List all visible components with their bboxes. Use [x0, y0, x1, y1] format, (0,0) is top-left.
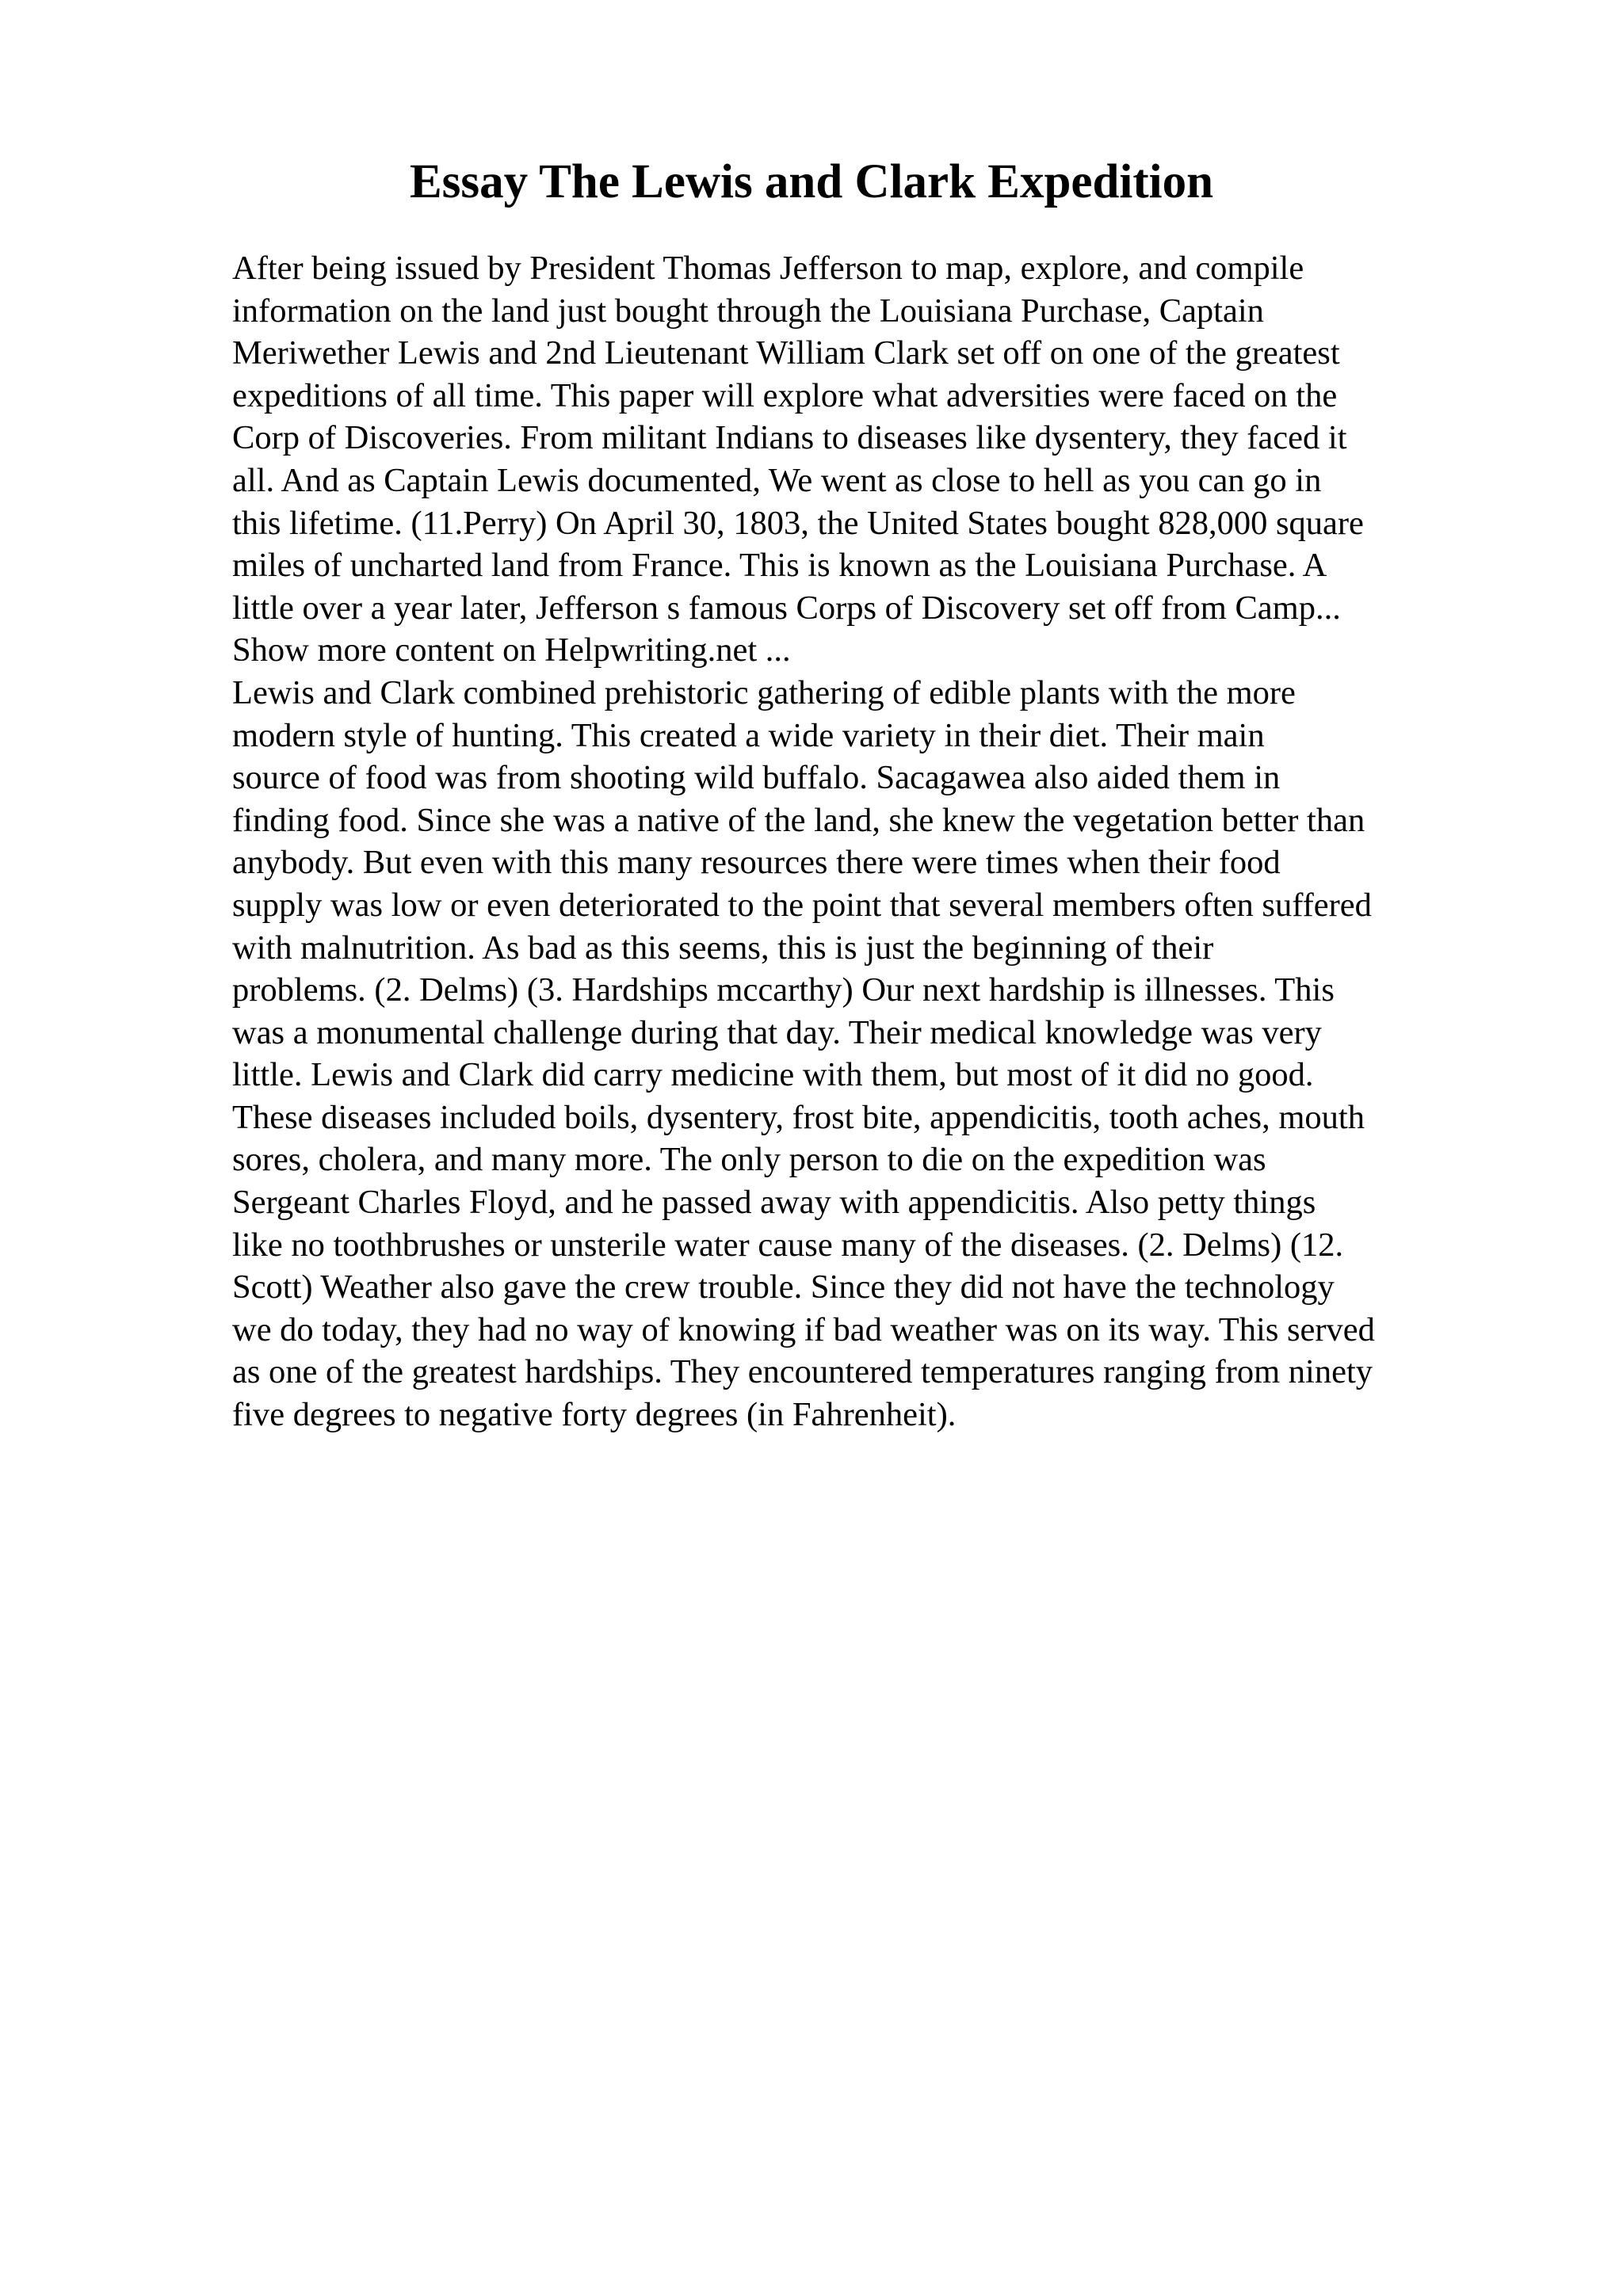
body-line: was a monumental challenge during that day. Their medical knowledge was very [232, 1013, 1322, 1051]
show-more-line: Show more content on Helpwriting.net ... [232, 631, 791, 669]
body-line: anybody. But even with this many resources there were times when their food [232, 844, 1281, 882]
essay-body [232, 247, 1516, 1436]
body-line: with malnutrition. As bad as this seems, this is just the beginning of their [232, 929, 1214, 967]
body-line: information on the land just bought through the Louisiana Purchase, Captain [232, 292, 1264, 330]
body-line: we do today, they had no way of knowing if bad weather was on its way. This served [232, 1310, 1375, 1348]
body-line: as one of the greatest hardships. They encountered temperatures ranging from ninety [232, 1353, 1373, 1391]
body-line: Scott) Weather also gave the crew trouble. Since they did not have the technology [232, 1268, 1335, 1306]
body-line: five degrees to negative forty degrees (in Fahrenheit). [232, 1396, 957, 1434]
body-line: Corp of Discoveries. From militant Indians to diseases like dysentery, they faced it [232, 419, 1347, 457]
body-line: this lifetime. (11.Perry) On April 30, 1803, the United States bought 828,000 square [232, 504, 1364, 542]
body-line: supply was low or even deteriorated to the point that several members often suffered [232, 886, 1372, 924]
body-line: miles of uncharted land from France. This is known as the Louisiana Purchase. A [232, 547, 1327, 585]
document-title: Essay The Lewis and Clark Expedition [409, 155, 1214, 208]
body-line: finding food. Since she was a native of the land, she knew the vegetation better than [232, 801, 1365, 839]
body-line: Meriwether Lewis and 2nd Lieutenant William Clark set off on one of the greatest [232, 334, 1340, 372]
body-line: problems. (2. Delms) (3. Hardships mccarthy) Our next hardship is illnesses. This [232, 971, 1335, 1009]
body-line: Lewis and Clark combined prehistoric gathering of edible plants with the more [232, 673, 1296, 711]
body-line: Sergeant Charles Floyd, and he passed away with appendicitis. Also petty things [232, 1184, 1316, 1222]
body-line: all. And as Captain Lewis documented, We went as close to hell as you can go in [232, 461, 1322, 499]
body-line: modern style of hunting. This created a wide variety in their diet. Their main [232, 716, 1265, 754]
body-line: little over a year later, Jefferson s famous Corps of Discovery set off from Camp... [232, 589, 1341, 627]
body-line: like no toothbrushes or unsterile water cause many of the diseases. (2. Delms) (12. [232, 1226, 1344, 1264]
body-line: little. Lewis and Clark did carry medicine with them, but most of it did no good. [232, 1056, 1314, 1094]
body-line: After being issued by President Thomas Jefferson to map, explore, and compile [232, 250, 1304, 287]
body-line: expeditions of all time. This paper will explore what adversities were faced on the [232, 376, 1338, 414]
body-line: sores, cholera, and many more. The only person to die on the expedition was [232, 1141, 1266, 1179]
body-line: These diseases included boils, dysentery, frost bite, appendicitis, tooth aches, mouth [232, 1098, 1365, 1136]
body-line: source of food was from shooting wild buffalo. Sacagawea also aided them in [232, 759, 1281, 797]
